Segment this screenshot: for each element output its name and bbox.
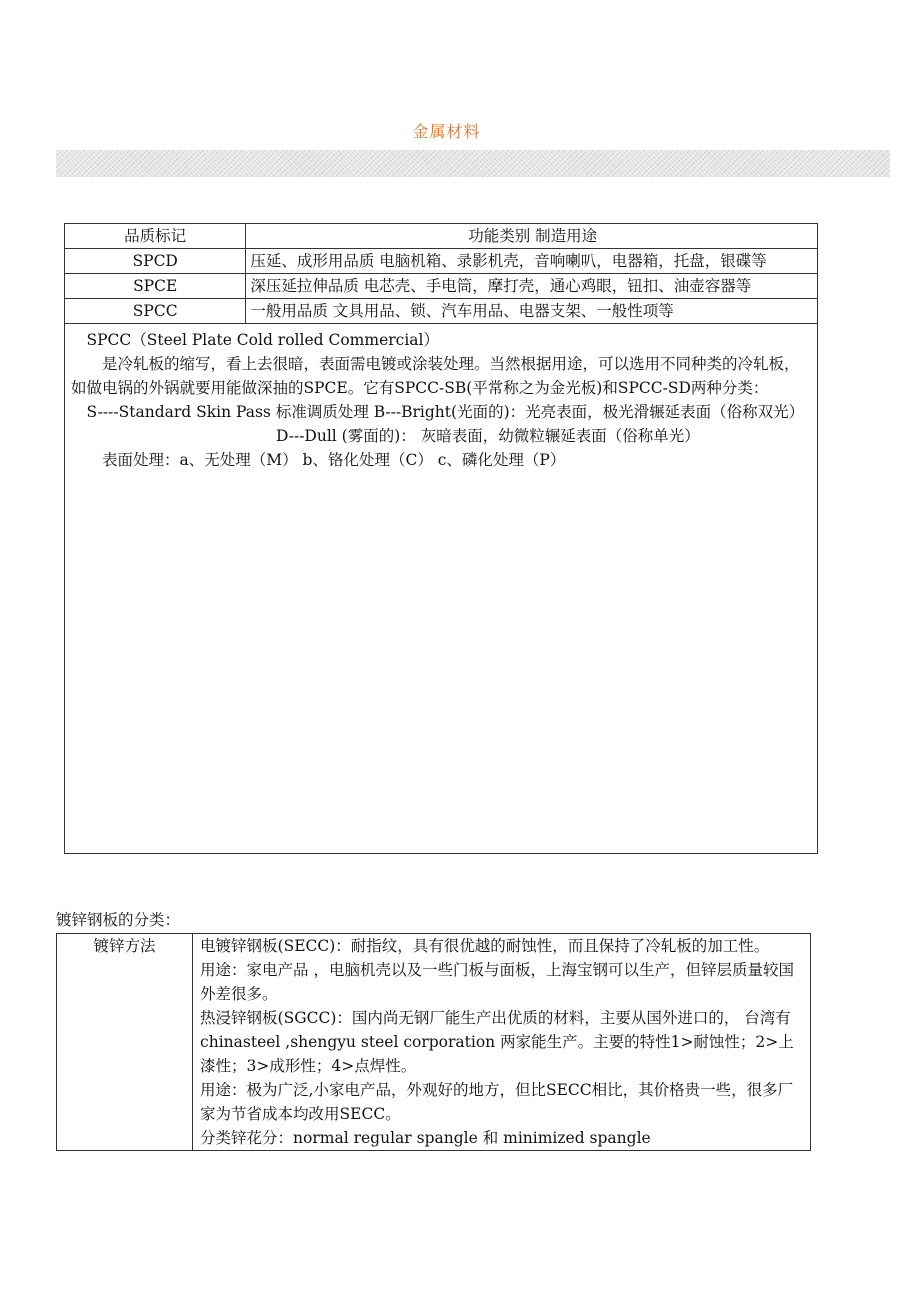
table-row (65, 249, 818, 274)
note-line-desc: 是冷轧板的缩写，看上去很暗，表面需电镀或涂装处理。当然根据用途，可以选用不同种类的冷轧板，如做电锅的外锅就要用能做深抽的SPCE。它有SPCC-SB(平常称之为金光板)和SPCC-SD两种分类： (71, 355, 800, 397)
usage-cell: 一般用品质 文具用品、锁、汽车用品、电器支架、一般性项等 (246, 299, 818, 324)
method-label: 镀锌方法 (57, 934, 193, 1151)
usage-cell: 压延、成形用品质 电脑机箱、录影机壳，音响喇叭，电器箱，托盘，银碟等 (246, 249, 818, 274)
zinc-section-label: 镀锌钢板的分类： (56, 911, 181, 929)
galvanized-table (56, 933, 811, 1151)
method-details (193, 934, 811, 1151)
grade-cell: SPCD (65, 249, 246, 274)
page-title: 金属材料 (412, 122, 481, 141)
grade-cell: SPCE (65, 274, 246, 299)
sgcc-usage: 用途：极为广泛,小家电产品，外观好的地方，但比SECC相比，其价格贵一些，很多厂家为节省成本均改用SECC。 (200, 1081, 794, 1123)
header-grade: 品质标记 (65, 224, 246, 249)
table-row (65, 274, 818, 299)
note-line-d: D---Dull (雾面的)： 灰暗表面，幼微粒辗延表面（俗称单光） (276, 427, 700, 445)
header-usage: 功能类别 制造用途 (246, 224, 818, 249)
secc-description: 电镀锌钢板(SECC)：耐指纹，具有很优越的耐蚀性，而且保持了冷轧板的加工性。 (200, 937, 770, 955)
sgcc-description: 热浸锌钢板(SGCC)：国内尚无钢厂能生产出优质的材料，主要从国外进口的， 台湾有chinasteel ,shengyu steel corporation 两家能生产。主要的特性1>耐蚀性；2>上漆性；3>成形性；4>点焊性。 (200, 1009, 794, 1075)
table-row (57, 934, 811, 1151)
spangle-classification: 分类锌花分：normal regular spangle 和 minimized spangle (200, 1129, 651, 1147)
secc-usage: 用途：家电产品 ，电脑机壳以及一些门板与面板，上海宝钢可以生产，但锌层质量较国外差很多。 (200, 961, 794, 1003)
note-line-surface: 表面处理：a、无处理（M） b、铬化处理（C） c、磷化处理（P） (102, 451, 566, 469)
decorative-hatch-band (56, 150, 890, 177)
notes-row (65, 324, 818, 854)
table-row (65, 299, 818, 324)
spcc-notes (65, 324, 818, 854)
grade-cell: SPCC (65, 299, 246, 324)
table-header-row (65, 224, 818, 249)
note-line-title: SPCC（Steel Plate Cold rolled Commercial） (86, 331, 439, 349)
usage-cell: 深压延拉伸品质 电芯壳、手电筒，摩打壳，通心鸡眼，钮扣、油壶容器等 (246, 274, 818, 299)
spcc-grade-table (64, 223, 818, 854)
note-line-s-b: S----Standard Skin Pass 标准调质处理 B---Bright(光面的)：光亮表面，极光滑辗延表面（俗称双光） (86, 403, 805, 421)
